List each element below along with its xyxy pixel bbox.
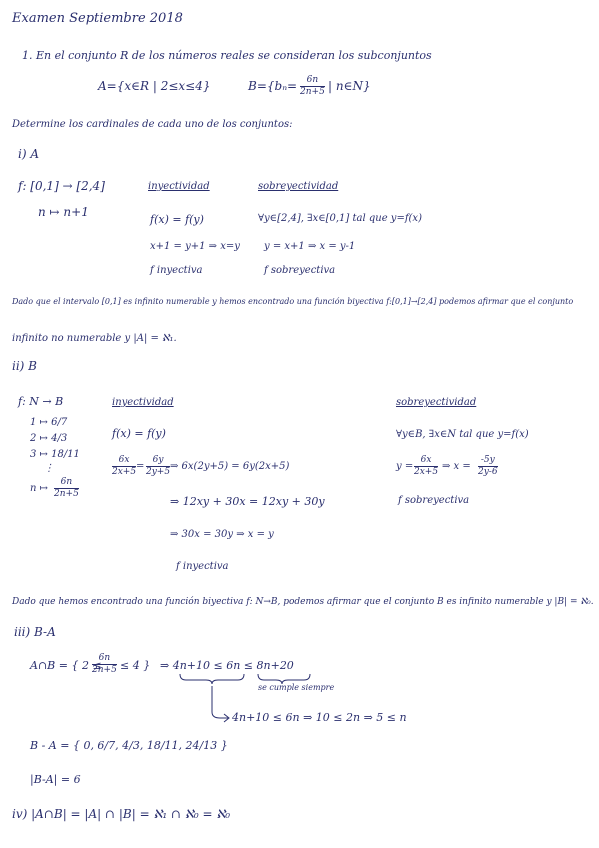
- part-b-inj-line4: ⇒ 30x = 30y ⇒ x = y: [170, 529, 274, 540]
- part-ba-always-note: se cumple siempre: [258, 683, 335, 692]
- part-a-map: f: [0,1] → [2,4]: [18, 179, 105, 193]
- part-b-sob-line1: ∀y∈B, ∃x∈N tal que y=f(x): [396, 429, 529, 440]
- part-ba-intersection-suffix: ≤ 4 }: [120, 659, 151, 672]
- part-b-sob-line3: f sobreyectiva: [398, 495, 470, 506]
- part-a-inj-line1: f(x) = f(y): [150, 213, 204, 226]
- set-b-denominator: 2n+5: [300, 87, 325, 97]
- part-ba-difference-set: B - A = { 0, 6/7, 4/3, 18/11, 24/13 }: [30, 739, 228, 752]
- part-iv-line: iv) |A∩B| = |A| ∩ |B| = ℵ₁ ∩ ℵ₀ = ℵ₀: [12, 807, 231, 821]
- part-ba-intersection-denominator: 2n+5: [92, 665, 117, 675]
- brace-right-inequality: [258, 674, 310, 684]
- part-b-surjectivity-title: sobreyectividad: [396, 397, 477, 408]
- part-b-map-row-3: 3 ↦ 18/11: [30, 449, 80, 460]
- part-b-inj-fraction-x-num: 6x: [112, 456, 136, 467]
- part-a-label: i) A: [18, 147, 39, 161]
- part-b-sob-fraction-inverse-den: 2y-6: [478, 467, 498, 477]
- part-b-inj-line3: ⇒ 12xy + 30x = 12xy + 30y: [170, 495, 325, 508]
- part-b-map-last-denominator: 2n+5: [54, 489, 79, 499]
- part-b-map-last-numerator: 6n: [54, 478, 79, 489]
- hook-arrow-icon: [212, 686, 228, 718]
- part-b-map-row-ellipsis: ⋮: [44, 463, 54, 474]
- part-b-injectivity-title: inyectividad: [112, 397, 174, 408]
- part-b-inj-fraction-y-den: 2y+5: [146, 467, 171, 477]
- part-b-conclusion: Dado que hemos encontrado una función biyectiva f: N→B, podemos afirmar que el conjunto B es infinito numerable y |B| = ℵ₀.: [12, 597, 594, 607]
- task-statement: Determine los cardinales de cada uno de los conjuntos:: [12, 119, 293, 130]
- problem-statement: 1. En el conjunto R de los números reales se consideran los subconjuntos: [22, 49, 432, 62]
- brace-left-inequality: [180, 674, 244, 684]
- part-b-sob-y: y =: [396, 461, 414, 472]
- part-b-inj-line1: f(x) = f(y): [112, 427, 166, 440]
- part-b-inj-line5: f inyectiva: [176, 561, 229, 572]
- set-b-prefix: B={bₙ=: [248, 79, 298, 93]
- part-b-inj-line2-tail: ⇒ 6x(2y+5) = 6y(2x+5): [170, 461, 290, 472]
- part-ba-intersection-prefix: A∩B = { 2 ≤: [30, 659, 102, 672]
- part-b-map: f: N → B: [18, 395, 64, 408]
- part-b-inj-fraction-y-num: 6y: [146, 456, 170, 467]
- part-ba-intersection-numerator: 6n: [92, 654, 117, 665]
- part-b-map-row-2: 2 ↦ 4/3: [30, 433, 68, 444]
- part-a-injectivity-title: inyectividad: [148, 181, 210, 192]
- part-b-map-row-1: 1 ↦ 6/7: [30, 417, 68, 428]
- part-b-sob-fraction-inverse-num: -5y: [478, 456, 498, 467]
- part-a-map-rule: n ↦ n+1: [38, 205, 89, 219]
- part-ba-inequality: ⇒ 4n+10 ≤ 6n ≤ 8n+20: [160, 659, 294, 672]
- part-a-inj-line3: f inyectiva: [150, 265, 203, 276]
- part-b-label: ii) B: [12, 359, 37, 373]
- part-a-surjectivity-title: sobreyectividad: [258, 181, 339, 192]
- part-ba-derived-inequality: 4n+10 ≤ 6n ⇒ 10 ≤ 2n ⇒ 5 ≤ n: [232, 711, 407, 724]
- part-a-sob-line3: f sobreyectiva: [264, 265, 336, 276]
- part-b-sob-fraction-x-num: 6x: [414, 456, 438, 467]
- set-b-suffix: | n∈N}: [328, 79, 371, 93]
- part-a-conclusion-line2: infinito no numerable y |A| = ℵ₁.: [12, 333, 177, 344]
- part-b-inj-equals: =: [136, 461, 145, 472]
- part-ba-label: iii) B-A: [14, 625, 56, 639]
- part-a-sob-line2: y = x+1 ⇒ x = y-1: [264, 241, 356, 252]
- part-a-sob-line1: ∀y∈[2,4], ∃x∈[0,1] tal que y=f(x): [258, 213, 422, 224]
- set-b-numerator: 6n: [300, 76, 325, 87]
- part-a-inj-line2: x+1 = y+1 ⇒ x=y: [150, 241, 240, 252]
- part-ba-cardinality: |B-A| = 6: [30, 773, 81, 786]
- set-a-definition: A={x∈R | 2≤x≤4}: [98, 79, 211, 93]
- part-b-inj-fraction-x-den: 2x+5: [112, 467, 137, 477]
- part-b-sob-arrow: ⇒ x =: [442, 461, 471, 472]
- part-a-conclusion-line1: Dado que el intervalo [0,1] es infinito numerable y hemos encontrado una función biyectiva f:[0,1]→[2,4] podemos afirmar que el conjunto: [12, 297, 574, 306]
- part-b-sob-fraction-x-den: 2x+5: [414, 467, 439, 477]
- page-title: Examen Septiembre 2018: [12, 11, 183, 26]
- part-b-map-last: n ↦: [30, 483, 48, 494]
